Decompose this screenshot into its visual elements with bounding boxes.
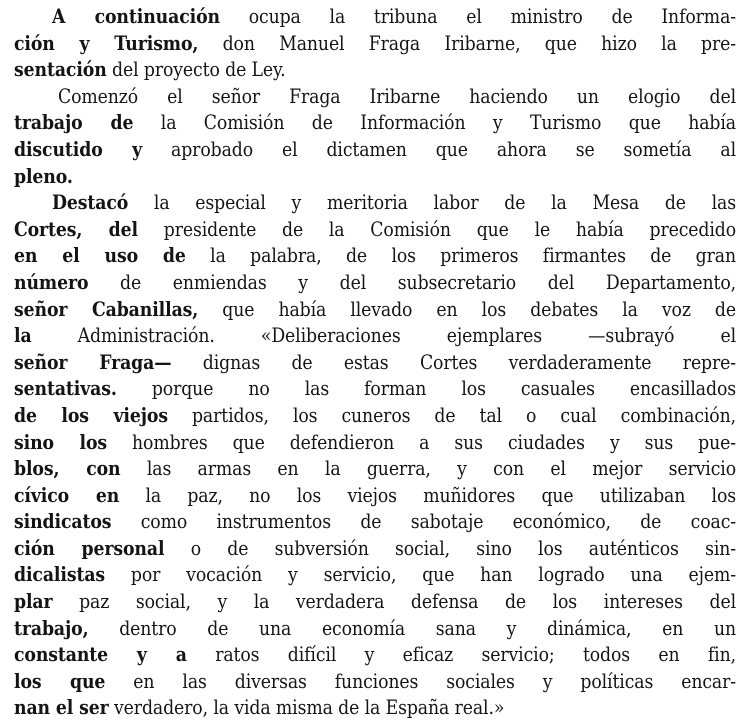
line-text: en las diversas funciones sociales y políticas encar- [105, 669, 736, 693]
line-text: del proyecto de Ley. [106, 58, 286, 82]
text-line [14, 695, 736, 722]
text-line [14, 483, 736, 510]
text-line [14, 164, 736, 191]
bold-leadin: sino los [14, 430, 107, 454]
text-line [14, 509, 736, 536]
bold-leadin: constante y a [14, 643, 187, 667]
bold-leadin: en el uso de [14, 244, 186, 268]
bold-leadin: Destacó [52, 191, 129, 215]
text-line [14, 376, 736, 403]
line-text: hombres que defendieron a sus ciudades y sus pue- [107, 430, 736, 454]
line-text: la Comisión de Información y Turismo que había [133, 111, 736, 135]
text-line [14, 562, 736, 589]
line-text: Comenzó el señor Fraga Iribarne haciendo un elogio del [58, 84, 736, 108]
bold-leadin: nan el ser [14, 696, 109, 720]
paragraph-3 [14, 190, 736, 722]
line-text: o de subversión social, sino los auténticos sin- [164, 536, 736, 560]
line-text: ocupa la tribuna el ministro de Informa- [219, 5, 736, 28]
bold-leadin: sentación [14, 58, 107, 82]
bold-leadin: A continuación [52, 5, 220, 28]
line-text: como instrumentos de sabotaje económico, de coac- [111, 510, 736, 534]
text-line [14, 589, 736, 616]
text-line [14, 642, 736, 669]
text-line [14, 536, 736, 563]
line-text: dignas de estas Cortes verdaderamente repre- [171, 350, 736, 374]
bold-leadin: plar [14, 590, 53, 614]
bold-leadin: trabajo de [14, 111, 134, 135]
text-line [14, 31, 736, 58]
bold-leadin: sentativas. [14, 377, 117, 401]
bold-leadin: discutido y [14, 137, 143, 161]
line-text: las armas en la guerra, y con el mejor servicio [120, 457, 736, 481]
text-line [14, 270, 736, 297]
text-line [14, 297, 736, 324]
paragraph-1 [14, 4, 736, 84]
line-text: porque no las forman los casuales encasillados [116, 377, 736, 401]
text-line [14, 350, 736, 377]
text-line [14, 430, 736, 457]
bold-leadin: pleno. [14, 164, 73, 188]
text-line [14, 456, 736, 483]
line-text: verdadero, la vida misma de la España real.» [108, 696, 505, 720]
bold-leadin: dicalistas [14, 563, 106, 587]
bold-leadin: Cortes, del [14, 217, 138, 241]
line-text: don Manuel Fraga Iribarne, que hizo la pre- [198, 31, 736, 55]
bold-leadin: cívico en [14, 483, 120, 507]
bold-leadin: ción personal [14, 536, 165, 560]
text-line [14, 190, 736, 217]
bold-leadin: blos, con [14, 457, 121, 481]
line-text: de enmiendas y del subsecretario del Departamento, [88, 270, 736, 294]
text-line [14, 57, 736, 84]
line-text: Administración. «Deliberaciones ejemplares —subrayó el [31, 324, 736, 348]
line-text: la especial y meritoria labor de la Mesa de las [128, 191, 736, 215]
text-line [14, 4, 736, 31]
text-line [14, 323, 736, 350]
text-line [14, 243, 736, 270]
text-line [14, 84, 736, 111]
line-text: presidente de la Comisión que le había precedido [137, 217, 736, 241]
line-text: dentro de una economía sana y dinámica, en un [88, 616, 736, 640]
text-line [14, 137, 736, 164]
bold-leadin: número [14, 270, 89, 294]
newspaper-article [14, 4, 736, 722]
bold-leadin: sindicatos [14, 510, 112, 534]
text-line [14, 669, 736, 696]
line-text: la paz, no los viejos muñidores que utilizaban los [119, 483, 736, 507]
bold-leadin: señor Cabanillas, [14, 297, 199, 321]
bold-leadin: la [14, 324, 32, 348]
text-line [14, 217, 736, 244]
line-text: partidos, los cuneros de tal o cual combinación, [167, 403, 736, 427]
line-text: paz social, y la verdadera defensa de los intereses del [52, 590, 736, 614]
bold-leadin: los que [14, 669, 106, 693]
line-text: aprobado el dictamen que ahora se sometía al [142, 137, 736, 161]
bold-leadin: trabajo, [14, 616, 89, 640]
bold-leadin: de los viejos [14, 403, 168, 427]
line-text: que había llevado en los debates la voz de [198, 297, 736, 321]
text-line [14, 110, 736, 137]
line-text: ratos difícil y eficaz servicio; todos en fin, [186, 643, 736, 667]
text-line [14, 616, 736, 643]
line-text: la palabra, de los primeros firmantes de gran [185, 244, 736, 268]
text-line [14, 403, 736, 430]
bold-leadin: señor Fraga— [14, 350, 172, 374]
paragraph-2 [14, 84, 736, 190]
bold-leadin: ción y Turismo, [14, 31, 199, 55]
line-text: por vocación y servicio, que han logrado una ejem- [105, 563, 736, 587]
